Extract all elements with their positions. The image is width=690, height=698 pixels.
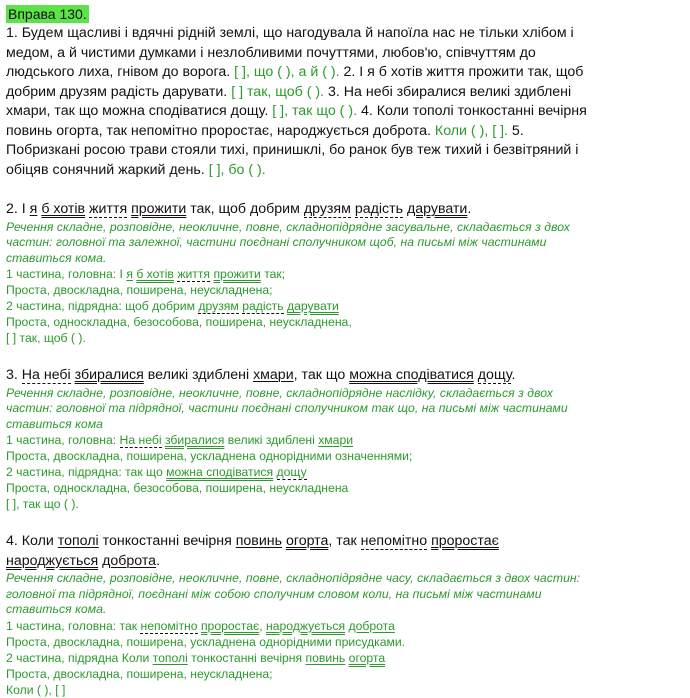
parts-analysis <box>6 432 682 512</box>
predicate: прожити <box>131 201 187 217</box>
predicate: народжується <box>265 618 346 633</box>
subject: тополі <box>57 533 99 549</box>
sentence-line <box>6 532 682 552</box>
text-line: 5. <box>507 122 524 139</box>
part-description: Проста, двоскладна, поширена, неускладнена; <box>6 666 273 681</box>
text-line: хмари, так що можна сподіватися дощу. <box>6 103 269 119</box>
word: тонкостанні вечірня <box>98 533 236 549</box>
predicate: б хотів <box>41 201 86 217</box>
description <box>6 220 682 267</box>
subject: я <box>126 267 133 281</box>
subject: хмари <box>318 433 354 447</box>
part-label: 1 частина, головна: І <box>6 267 127 281</box>
part-description: Проста, двоскладна, поширена, ускладнена однорідними присудками. <box>6 634 406 649</box>
scheme: Коли ( ), [ ]. <box>430 122 508 139</box>
word: , так <box>328 533 361 549</box>
description-line: ставиться кома. <box>6 602 107 616</box>
predicate: б хотів <box>136 267 174 281</box>
part-description: Проста, двоскладна, поширена, ускладнена однорідними означеннями; <box>6 449 413 463</box>
word: . <box>156 552 161 569</box>
word: великі здиблені <box>224 433 319 447</box>
subject: я <box>29 201 38 217</box>
predicate: збиралися <box>74 367 144 383</box>
predicate: огорта <box>348 650 386 665</box>
scheme: [ ], що ( ), а й ( ). <box>230 64 340 80</box>
text-line: людського лиха, гнівом до ворога. <box>6 64 231 80</box>
text-line: 2. І я б хотів життя прожити так, щоб <box>339 64 584 80</box>
part-label: 1 частина, головна: так <box>6 618 141 633</box>
text-line: обіцяв сонячний жаркий день. <box>6 161 205 178</box>
part-description: Проста, двоскладна, поширена, неускладнена; <box>6 283 273 297</box>
predicate: прожити <box>213 267 261 281</box>
object: радість <box>354 201 404 217</box>
description-line: частин: головної та підрядної, частини поєднані сполучником так що, на письмі між частинами <box>6 401 568 415</box>
text-line: медом, а й чистими думками і незлобливими почуттями, любов'ю, співчуттям до <box>6 44 536 61</box>
part-label: 2 частина, підрядна: щоб добрим <box>6 299 199 313</box>
scheme: [ ], так що ( ). <box>268 103 358 119</box>
scheme: [ ] так, щоб ( ). <box>6 331 86 345</box>
object: дощу <box>276 465 307 479</box>
description-line: Речення складне, розповідне, неокличне, повне, складнопідрядне часу, складається з двох частин: <box>6 571 581 585</box>
subject: доброта <box>102 552 157 569</box>
object: життя <box>89 201 128 217</box>
word: 4. Коли <box>6 533 58 549</box>
exercise-text <box>6 24 682 180</box>
description-line: частин: головної та залежної, частини поєднані сполучником щоб, на письмі між частинами <box>6 235 547 249</box>
word: так, щоб добрим <box>186 201 304 217</box>
object: друзям <box>303 201 351 217</box>
predicate: збиралися <box>164 433 225 447</box>
sentence-line <box>6 552 682 572</box>
predicate: проростає <box>200 618 260 633</box>
word: так; <box>260 267 286 281</box>
description <box>6 386 682 433</box>
text-line: Побризкані росою трави стояли тихі, принишклі, бо ранок був теж тихий і безвітряний і <box>6 142 579 158</box>
analysis-sentence-2 <box>6 200 682 346</box>
predicate: огорта <box>285 533 329 549</box>
sentence-line <box>6 200 682 220</box>
description-line: головної та підрядної, поєднані між собою сполучним словом коли, на письмі між частинами <box>6 586 542 601</box>
parts-analysis <box>6 618 682 698</box>
word: 3. <box>6 367 22 383</box>
text-line: повинь огорта, так непомітно проростає, народжується доброта. <box>6 122 431 139</box>
description-line: Речення складне, розповідне, неокличне, повне, складнопідрядне засувальне, складається з двох <box>6 219 570 234</box>
object: радість <box>242 299 284 313</box>
description-line: Речення складне, розповідне, неокличне, повне, складнопідрядне наслідку, складається з двох <box>6 385 553 400</box>
predicate: народжується <box>6 552 99 569</box>
text-line: 3. На небі збиралися великі здиблені <box>324 83 572 100</box>
subject: повинь <box>305 650 346 665</box>
object: життя <box>177 267 211 281</box>
part-description: Проста, односкладна, безособова, поширена, неускладнена <box>6 481 349 495</box>
analysis-sentence-4 <box>6 532 682 698</box>
word: . <box>467 201 472 217</box>
word: тонкостанні вечірня <box>187 650 306 665</box>
part-description: Проста, односкладна, безособова, поширена, неускладнена, <box>6 315 352 329</box>
scheme: Коли ( ), [ ] <box>6 682 66 697</box>
text-line: добрим друзям радість дарувати. <box>6 83 228 100</box>
text-line: 1. Будем щасливі і вдячні рідній землі, що нагодувала й напоїла нас не тільки хлібом і <box>6 25 574 41</box>
word: . <box>511 367 516 383</box>
parts-analysis <box>6 266 682 346</box>
word: 2. І <box>6 201 30 217</box>
exercise-title: Вправа 130. <box>8 6 87 22</box>
subject: хмари <box>253 367 294 383</box>
adverbial: непомітно <box>140 618 198 633</box>
predicate: проростає <box>431 533 499 549</box>
exercise-page <box>6 5 682 698</box>
analysis-sentence-3 <box>6 366 682 512</box>
predicate: можна сподіватися <box>349 367 474 383</box>
description-line: ставиться кома. <box>6 250 107 265</box>
part-label: 2 частина, підрядна Коли <box>6 650 153 665</box>
adverbial: непомітно <box>360 533 428 549</box>
adverbial: На небі <box>21 367 71 383</box>
predicate: дарувати <box>286 299 339 313</box>
part-label: 2 частина, підрядна: так що <box>6 465 167 479</box>
scheme: [ ], так що ( ). <box>6 497 79 511</box>
subject: повинь <box>235 533 282 549</box>
part-label: 1 частина, головна: <box>6 433 120 447</box>
scheme: [ ] так, щоб ( ). <box>227 83 325 100</box>
scheme: [ ], бо ( ). <box>204 161 266 178</box>
description <box>6 571 682 618</box>
word: великі здиблені <box>143 367 254 383</box>
predicate: дарувати <box>406 201 468 217</box>
object: друзям <box>198 299 239 313</box>
text-line: 4. Коли тополі тонкостанні вечірня <box>357 103 587 119</box>
word: , так що <box>293 367 350 383</box>
sentence-line <box>6 366 682 386</box>
adverbial: На небі <box>119 433 162 447</box>
description-line: ставиться кома <box>6 416 103 431</box>
subject: доброта <box>348 618 395 633</box>
object: дощу <box>477 367 512 383</box>
subject: тополі <box>152 650 188 665</box>
word: , <box>259 618 266 633</box>
predicate: можна сподіватися <box>166 465 274 479</box>
